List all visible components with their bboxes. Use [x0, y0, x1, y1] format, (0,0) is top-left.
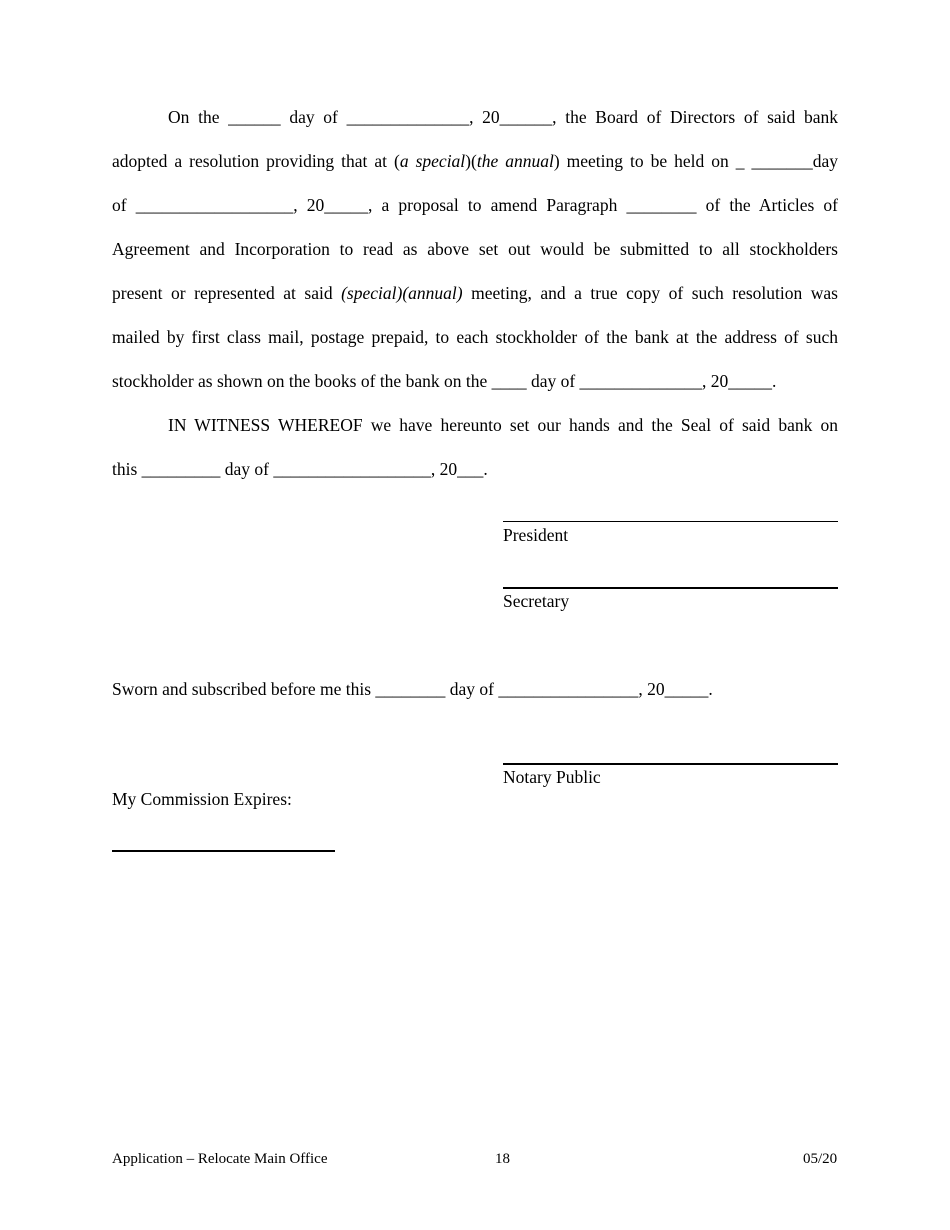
- secretary-label: Secretary: [503, 591, 570, 611]
- resolution-line-5-tail: meeting, and a true copy of such resolution was: [462, 283, 838, 303]
- special-meeting-option: a special: [399, 151, 466, 171]
- resolution-line-6: mailed by first class mail, postage prepaid, to each stockholder of the bank at the address of such: [112, 327, 838, 347]
- resolution-line-2-tail: ) meeting to be held on _ _______day: [553, 151, 838, 171]
- commission-date-line: [112, 850, 335, 852]
- president-signature-line: [503, 521, 838, 522]
- notary-label: Notary Public: [503, 767, 601, 787]
- sworn-statement: Sworn and subscribed before me this ________ day of ________________, 20_____.: [112, 679, 713, 699]
- notary-signature-line: [503, 763, 838, 765]
- resolution-line-5-text: present or represented at said: [112, 283, 342, 303]
- commission-expires-label: My Commission Expires:: [112, 789, 292, 809]
- witness-line-1: IN WITNESS WHEREOF we have hereunto set our hands and the Seal of said bank on: [168, 415, 838, 435]
- footer-title: Application – Relocate Main Office: [112, 1151, 328, 1167]
- page-number: 18: [495, 1151, 510, 1167]
- resolution-line-3: of __________________, 20_____, a proposal to amend Paragraph ________ of the Articles of: [112, 195, 838, 215]
- resolution-line-5: [112, 283, 838, 304]
- footer-date: 05/20: [803, 1151, 838, 1167]
- meeting-type-option: (special)(annual): [341, 283, 463, 303]
- resolution-line-2-text: adopted a resolution providing that at (: [112, 151, 400, 171]
- resolution-line-2: [112, 151, 838, 172]
- resolution-line-7: stockholder as shown on the books of the bank on the ____ day of ______________, 20_____.: [112, 371, 777, 391]
- president-label: President: [503, 525, 569, 545]
- resolution-line-1: On the ______ day of ______________, 20______, the Board of Directors of said bank: [168, 107, 838, 127]
- secretary-signature-line: [503, 587, 838, 589]
- annual-meeting-option: the annual: [476, 151, 554, 171]
- option-separator: )(: [465, 151, 477, 171]
- witness-line-2: this _________ day of __________________, 20___.: [112, 459, 488, 479]
- resolution-line-4: Agreement and Incorporation to read as above set out would be submitted to all stockholders: [112, 239, 838, 259]
